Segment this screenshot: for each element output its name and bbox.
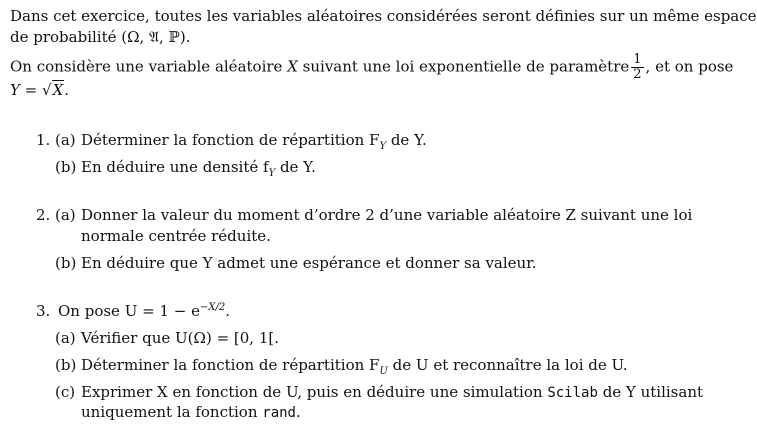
question-3b-text xyxy=(81,355,628,375)
question-1a-subscript: Y xyxy=(379,141,387,152)
question-3-intro-end: . xyxy=(225,302,230,320)
question-3a-label: (a) xyxy=(55,329,76,347)
question-3-intro-main: On pose U = 1 − e xyxy=(58,302,200,320)
sqrt-expression xyxy=(20,80,64,99)
sqrt-sign: = √ xyxy=(19,81,52,99)
intro-line-2: de probabilité (Ω, 𝔄, ℙ). xyxy=(10,28,191,46)
question-1a-text xyxy=(81,130,427,150)
question-3c-end: . xyxy=(295,403,301,421)
question-3c-text-a: Exprimer X en fonction de U, puis en déduire une simulation xyxy=(81,383,543,401)
question-2a-line-1: Donner la valeur du moment d’ordre 2 d’une variable aléatoire Z suivant une loi xyxy=(81,206,693,224)
sqrt-radicand: X xyxy=(52,81,64,99)
intro-line-4 xyxy=(10,80,69,100)
question-3c-line-2 xyxy=(81,402,301,423)
question-1a-main: Déterminer la fonction de répartition F xyxy=(81,131,380,149)
question-2a-line-2: normale centrée réduite. xyxy=(81,227,271,245)
intro-line-1: Dans cet exercice, toutes les variables aléatoires considérées seront définies sur un même espace xyxy=(10,7,757,25)
code-rand: rand xyxy=(262,405,296,421)
question-3c-line-1 xyxy=(81,382,703,403)
question-3-number: 3. xyxy=(36,302,51,320)
question-1b-subscript: Y xyxy=(268,168,276,179)
variable-y: Y xyxy=(10,81,20,99)
question-3b-subscript: U xyxy=(379,366,388,377)
intro-text-b: suivant une loi exponentielle de paramètre xyxy=(302,57,630,76)
intro-text-a: On considère une variable aléatoire xyxy=(10,57,283,76)
question-1-number: 1. xyxy=(36,131,51,149)
question-2a-label: (a) xyxy=(55,206,76,224)
parameter-fraction xyxy=(631,53,643,82)
variable-x: X xyxy=(287,57,298,76)
question-3-exponent: −X/2 xyxy=(199,302,226,313)
question-1b-text xyxy=(81,157,316,177)
question-3a-text: Vérifier que U(Ω) = [0, 1[. xyxy=(81,329,280,347)
question-3b-tail: de U et reconnaître la loi de U. xyxy=(387,356,628,374)
question-2-number: 2. xyxy=(36,206,51,224)
question-3b-label: (b) xyxy=(55,356,77,374)
question-3c-text-b: de Y utilisant xyxy=(602,383,704,401)
question-1b-label: (b) xyxy=(55,158,77,176)
fraction-numerator: 1 xyxy=(633,52,642,67)
fraction-denominator: 2 xyxy=(633,67,642,82)
question-3-intro xyxy=(58,301,230,321)
code-scilab: Scilab xyxy=(547,385,598,401)
question-1a-tail: de Y. xyxy=(386,131,427,149)
question-3c-label: (c) xyxy=(55,383,76,401)
question-1b-tail: de Y. xyxy=(275,158,316,176)
intro-text-c: , et on pose xyxy=(645,57,734,76)
question-3b-main: Déterminer la fonction de répartition F xyxy=(81,356,380,374)
question-2b-label: (b) xyxy=(55,254,77,272)
question-1a-label: (a) xyxy=(55,131,76,149)
intro-line-3 xyxy=(10,53,733,82)
question-1b-main: En déduire une densité f xyxy=(81,158,269,176)
question-3c-text-c: uniquement la fonction xyxy=(81,403,258,421)
question-2b-text: En déduire que Y admet une espérance et donner sa valeur. xyxy=(81,254,537,272)
intro-line-4-end: . xyxy=(64,81,70,99)
